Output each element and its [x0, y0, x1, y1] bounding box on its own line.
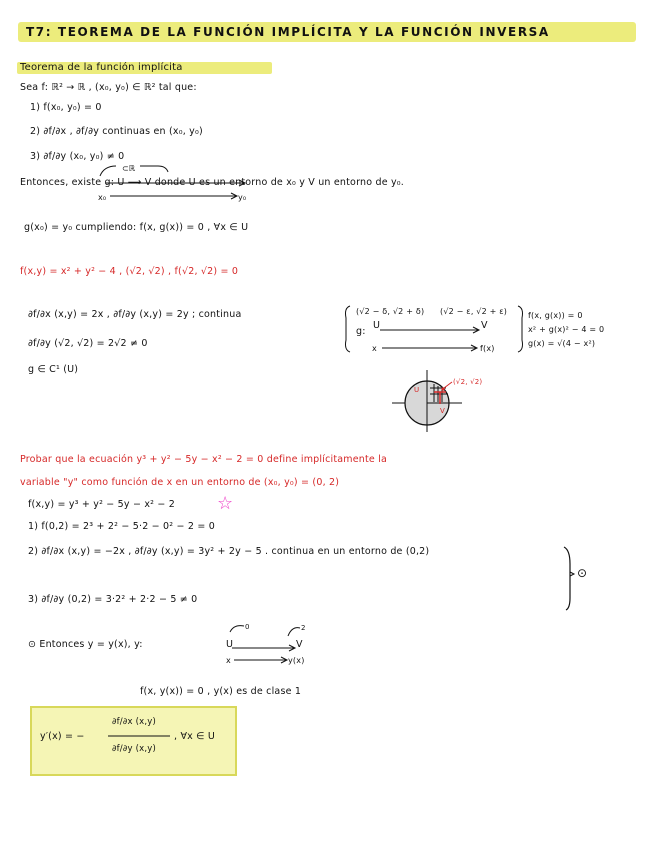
interval-u: (√2 − δ, √2 + δ): [356, 307, 425, 316]
problem-condition: f(x, y(x)) = 0 , y(x) es de clase 1: [140, 686, 302, 697]
problem-statement-2: variable "y" como función de x en un entorno de (x₀, y₀) = (0, 2): [20, 477, 340, 488]
example-partials: ∂f/∂x (x,y) = 2x , ∂f/∂y (x,y) = 2y ; continua: [28, 309, 242, 320]
map-y0: y₀: [238, 193, 247, 202]
derivative-denominator: ∂f/∂y (x,y): [112, 744, 156, 754]
x-symbol: x: [372, 344, 377, 353]
derivative-numerator: ∂f/∂x (x,y): [112, 717, 156, 727]
problem-map-two: 2: [301, 624, 306, 632]
interval-v: (√2 − ε, √2 + ε): [440, 307, 508, 316]
system-eq-1: f(x, g(x)) = 0: [528, 311, 583, 320]
problem-map-yx: y(x): [288, 656, 305, 665]
system-eq-2: x² + g(x)² − 4 = 0: [528, 325, 605, 334]
u-symbol: U: [373, 320, 381, 331]
problem-statement-1: Probar que la ecuación y³ + y² − 5y − x² − 2 = 0 define implícitamente la: [20, 454, 388, 465]
g-label: g:: [356, 326, 366, 337]
derivative-lhs: y′(x) = −: [40, 731, 85, 742]
section-heading: Teorema de la función implícita: [20, 62, 183, 73]
problem-map-zero: 0: [245, 623, 250, 631]
fx-symbol: f(x): [480, 344, 495, 353]
theorem-result: g(x₀) = y₀ cumpliendo: f(x, g(x)) = 0 , ∀x ∈ U: [24, 222, 249, 233]
circle-u-label: U: [414, 386, 420, 394]
problem-map-u: U: [226, 639, 234, 650]
example-partial-at-point: ∂f/∂y (√2, √2) = 2√2 ≠ 0: [28, 338, 148, 349]
circle-point-label: (√2, √2): [453, 378, 483, 386]
problem-step-3: 3) ∂f/∂y (0,2) = 3·2² + 2·2 − 5 ≠ 0: [28, 594, 198, 605]
circled-dot-icon: ⊙: [577, 566, 588, 580]
entonces-statement: Entonces, existe g: U ⟶ V donde U es un entorno de x₀ y V un entorno de y₀.: [20, 177, 405, 188]
problem-entonces: ⊙ Entonces y = y(x), y:: [28, 639, 143, 650]
map-subset-label: ⊂ℝ: [122, 164, 136, 173]
theorem-intro: Sea f: ℝ² → ℝ , (x₀, y₀) ∈ ℝ² tal que:: [20, 82, 197, 93]
circle-v-label: V: [440, 407, 445, 415]
map-x0: x₀: [98, 193, 107, 202]
example-function: f(x,y) = x² + y² − 4 , (√2, √2) , f(√2, √2) = 0: [20, 266, 239, 277]
derivative-rhs: , ∀x ∈ U: [174, 731, 216, 742]
problem-step-1: 1) f(0,2) = 2³ + 2² − 5·2 − 0² − 2 = 0: [28, 521, 215, 532]
condition-1: 1) f(x₀, y₀) = 0: [30, 102, 102, 113]
star-icon: ☆: [217, 493, 234, 514]
page-title: T7: TEOREMA DE LA FUNCIÓN IMPLÍCITA Y LA FUNCIÓN INVERSA: [26, 25, 550, 39]
problem-step-2: 2) ∂f/∂x (x,y) = −2x , ∂f/∂y (x,y) = 3y² + 2y − 5 . continua en un entorno de (0,2): [28, 546, 430, 557]
v-symbol: V: [481, 320, 488, 331]
condition-3: 3) ∂f/∂y (x₀, y₀) ≠ 0: [30, 151, 125, 162]
problem-map-x: x: [226, 656, 231, 665]
problem-map-v: V: [296, 639, 303, 650]
example-class: g ∈ C¹ (U): [28, 364, 79, 375]
problem-function: f(x,y) = y³ + y² − 5y − x² − 2: [28, 499, 176, 510]
condition-2: 2) ∂f/∂x , ∂f/∂y continuas en (x₀, y₀): [30, 126, 203, 137]
system-eq-3: g(x) = √(4 − x²): [528, 339, 596, 348]
